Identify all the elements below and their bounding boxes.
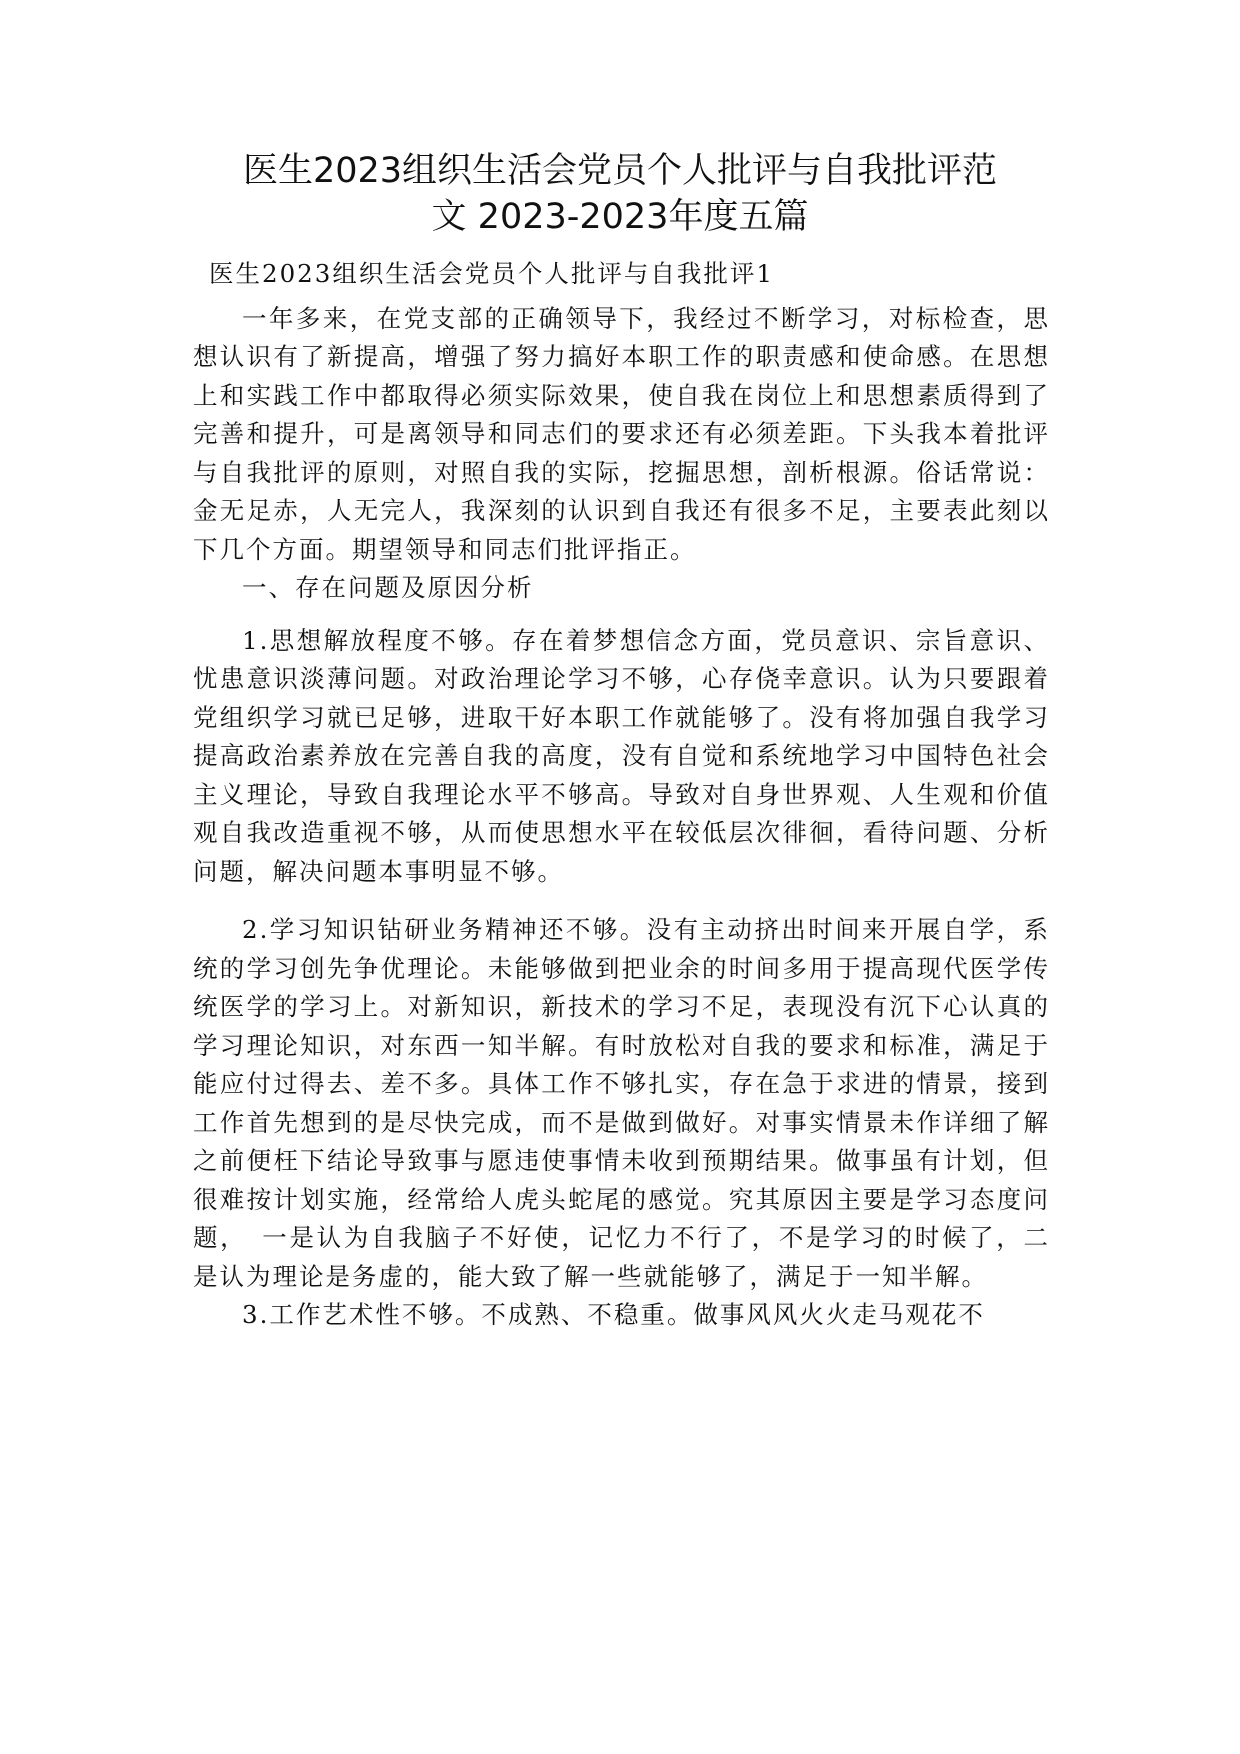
title-line-2: 文 2023-2023年度五篇 xyxy=(431,197,809,237)
paragraph-heading-problems: 一、存在问题及原因分析 xyxy=(242,573,534,602)
document-body xyxy=(193,255,1050,1335)
document-title xyxy=(200,148,1040,240)
title-line-1: 医生2023组织生活会党员个人批评与自我批评范 xyxy=(242,151,998,191)
paragraph-item-3: 3.工作艺术性不够。不成熟、不稳重。做事风风火火走马观花不 xyxy=(242,1300,985,1329)
paragraph-item-2: 2.学习知识钻研业务精神还不够。没有主动挤出时间来开展自学，系统的学习创先争优理论。未能够做到把业余的时间多用于提高现代医学传统医学的学习上。对新知识，新技术的学习不足，表现没有沉下心认真的学习理论知识，对东西一知半解。有时放松对自我的要求和标准，满足于能应付过得去、差不多。具体工作不够扎实，存在急于求进的情景，接到工作首先想到的是尽快完成，而不是做到做好。对事实情景未作详细了解之前便枉下结论导致事与愿违使事情未收到预期结果。做事虽有计划，但很难按计划实施，经常给人虎头蛇尾的感觉。究其原因主要是学习态度问题， 一是认为自我脑子不好使，记忆力不行了，不是学习的时候了，二是认为理论是务虚的，能大致了解一些就能够了，满足于一知半解。 xyxy=(193,915,1050,1291)
section-heading: 医生2023组织生活会党员个人批评与自我批评1 xyxy=(209,259,774,288)
paragraph-intro: 一年多来，在党支部的正确领导下，我经过不断学习，对标检查，思想认识有了新提高，增强了努力搞好本职工作的职责感和使命感。在思想上和实践工作中都取得必须实际效果，使自我在岗位上和思想素质得到了完善和提升，可是离领导和同志们的要求还有必须差距。下头我本着批评与自我批评的原则，对照自我的实际，挖掘思想，剖析根源。俗话常说：金无足赤，人无完人，我深刻的认识到自我还有很多不足，主要表此刻以下几个方面。期望领导和同志们批评指正。 xyxy=(193,303,1050,564)
paragraph-item-1: 1.思想解放程度不够。存在着梦想信念方面，党员意识、宗旨意识、忧患意识淡薄问题。对政治理论学习不够，心存侥幸意识。认为只要跟着党组织学习就已足够，进取干好本职工作就能够了。没有将加强自我学习提高政治素养放在完善自我的高度，没有自觉和系统地学习中国特色社会主义理论，导致自我理论水平不够高。导致对自身世界观、人生观和价值观自我改造重视不够，从而使思想水平在较低层次徘徊，看待问题、分析问题，解决问题本事明显不够。 xyxy=(193,625,1050,886)
